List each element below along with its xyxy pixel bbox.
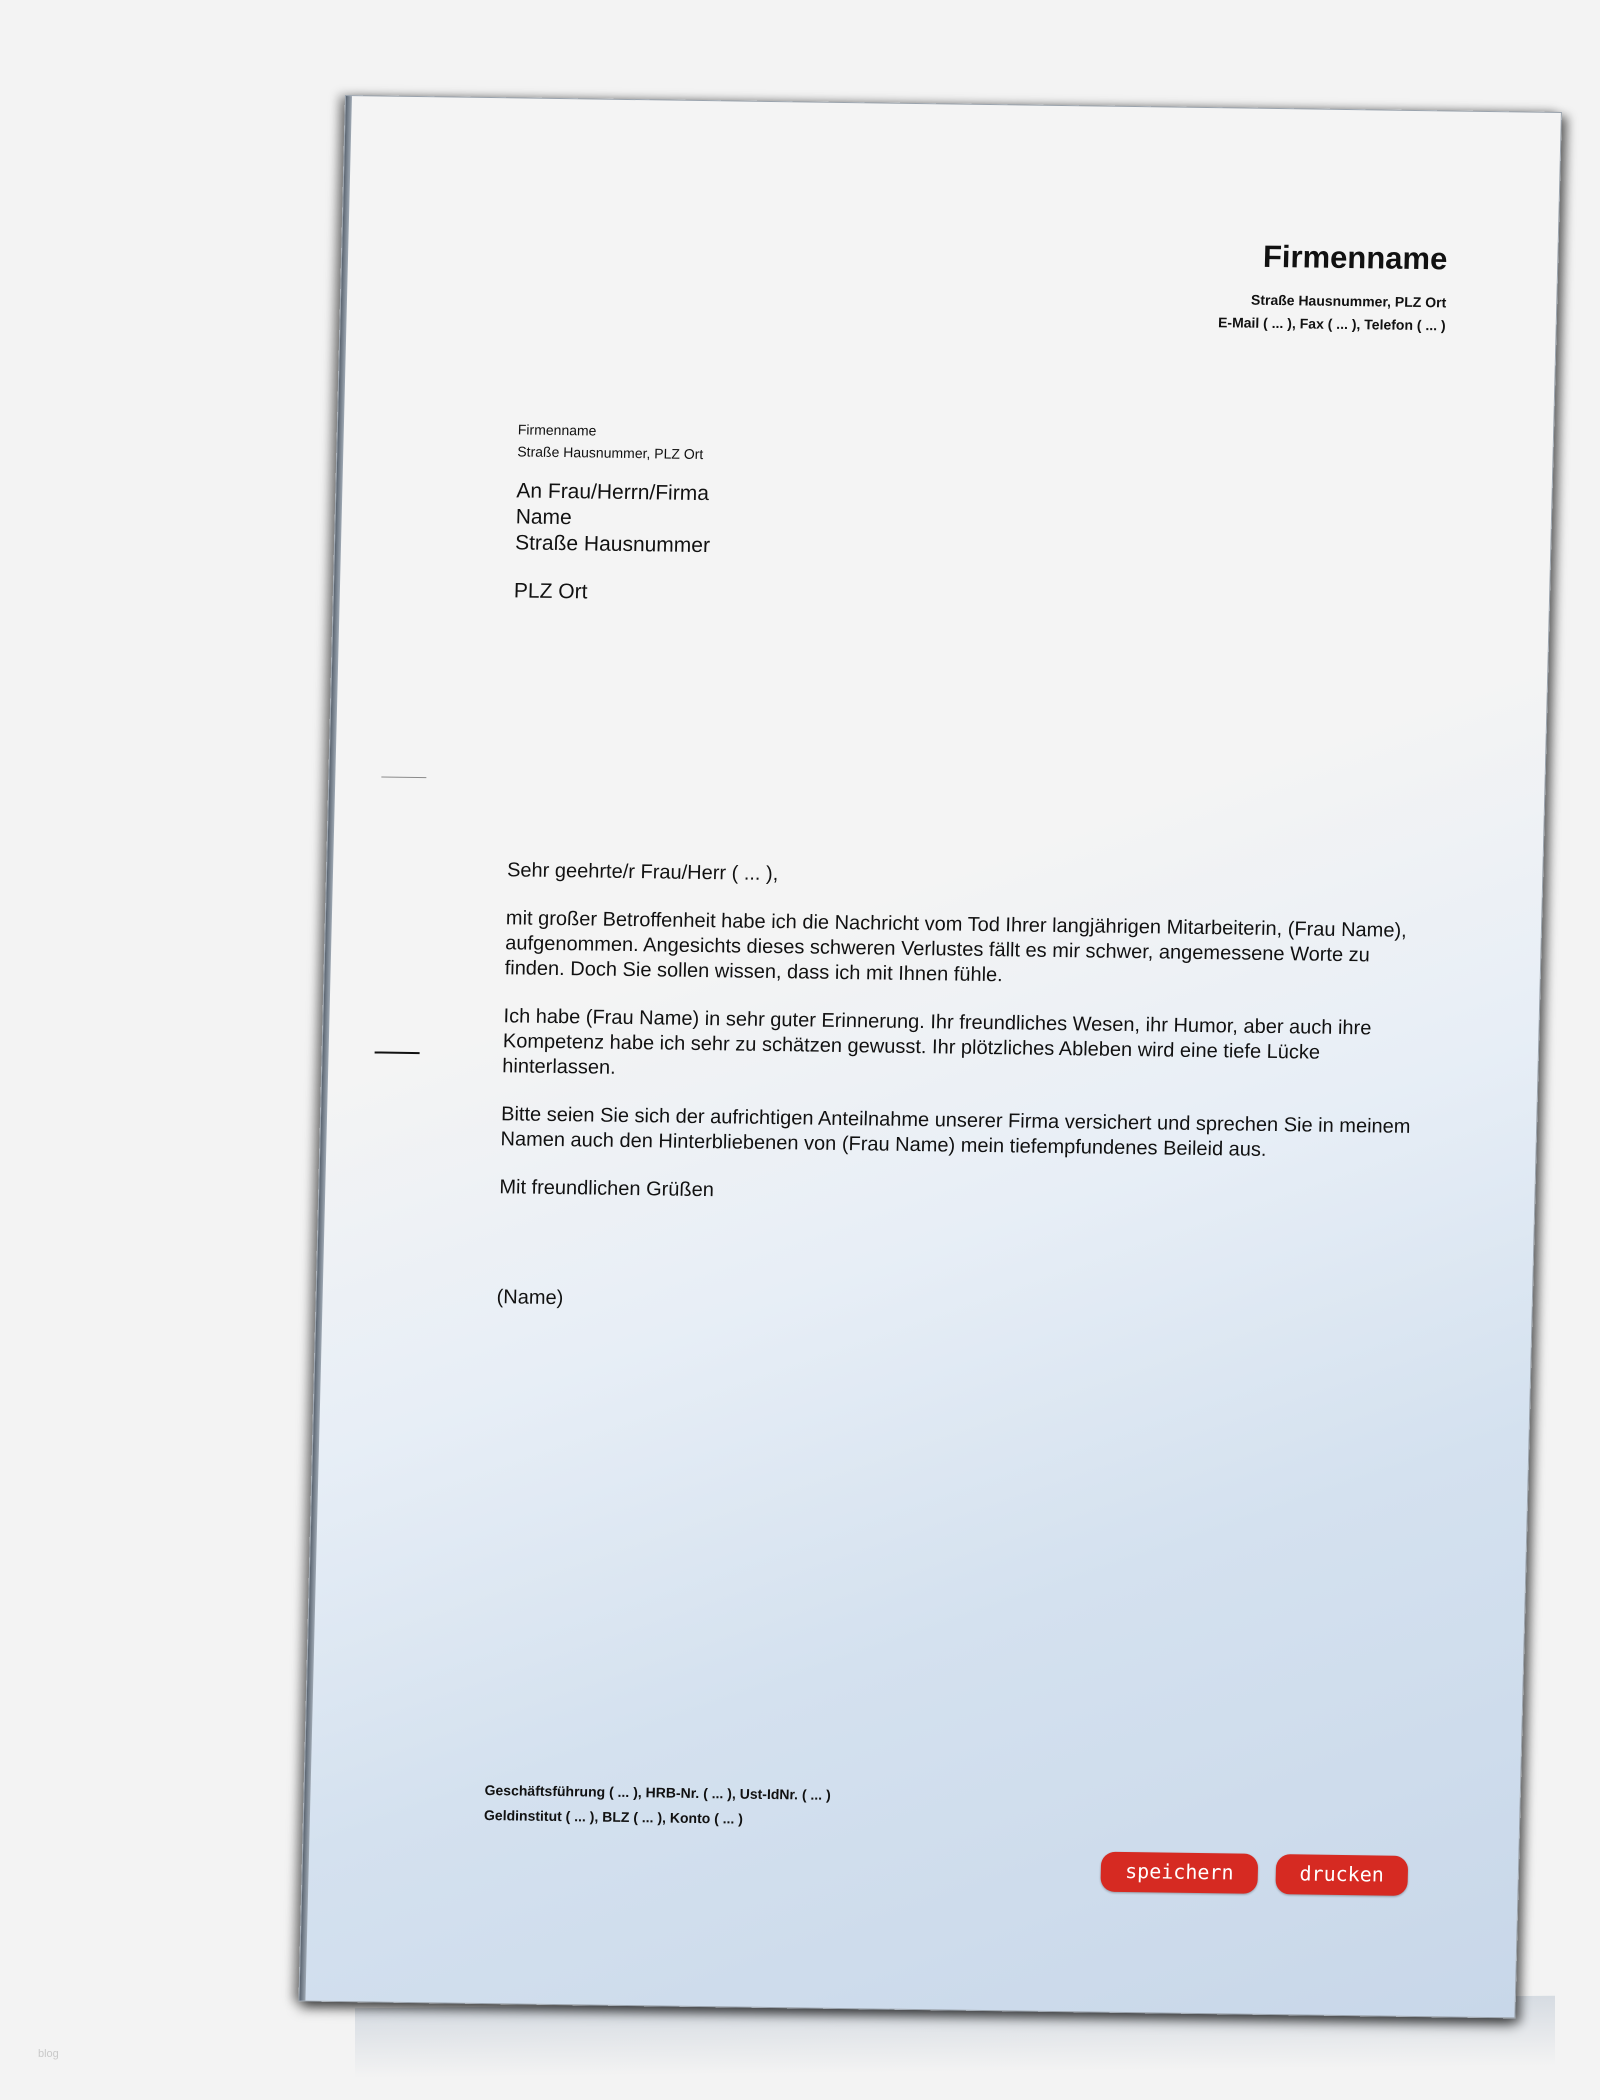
- letterhead-address: Straße Hausnummer, PLZ Ort: [1250, 291, 1447, 311]
- punch-mark: [375, 1051, 420, 1054]
- paragraph-2: Ich habe (Frau Name) in sehr guter Erinnerung. Ihr freundliches Wesen, ihr Humor, aber auch ihre Kompetenz habe ich sehr zu schätzen gewusst. Ihr plötzliches Ableben wird eine tiefe Lücke hinterlassen.: [502, 1005, 1372, 1079]
- recipient-block: [514, 478, 712, 607]
- recipient-line-1: An Frau/Herrn/Firma: [516, 479, 710, 506]
- recipient-line-2: Name: [515, 505, 573, 530]
- watermark-text: blog: [38, 2048, 59, 2060]
- recipient-line-4: PLZ Ort: [513, 579, 588, 604]
- letter-body: [496, 858, 1428, 1346]
- salutation: Sehr geehrte/r Frau/Herr ( ... ),: [506, 859, 779, 886]
- letter-footer: [484, 1778, 831, 1833]
- action-buttons: [1101, 1852, 1409, 1896]
- save-button[interactable]: speichern: [1101, 1852, 1258, 1894]
- paragraph-3: Bitte seien Sie sich der aufrichtigen Anteilnahme unserer Firma versichert und sprechen Sie in meinem Namen auch den Hinterbliebenen von (Frau Name) mein tiefempfundenes Beileid aus.: [500, 1103, 1411, 1161]
- footer-line-1: Geschäftsführung ( ... ), HRB-Nr. ( ... ), Ust-IdNr. ( ... ): [484, 1782, 831, 1803]
- sender-address: Straße Hausnummer, PLZ Ort: [517, 443, 704, 463]
- paragraph-1: mit großer Betroffenheit habe ich die Nachricht vom Tod Ihrer langjährigen Mitarbeiterin, (Frau Name), aufgenommen. Angesichts dieses schweren Verlustes fällt es mir schwer, angemessene Worte zu finden. Doch Sie sollen wissen, dass ich mit Ihnen fühle.: [504, 907, 1407, 987]
- sender-block: [517, 418, 704, 465]
- closing: Mit freundlichen Grüßen: [499, 1176, 715, 1202]
- letterhead: [1218, 238, 1448, 337]
- print-button[interactable]: drucken: [1275, 1854, 1408, 1896]
- letterhead-contact: E-Mail ( ... ), Fax ( ... ), Telefon ( ... ): [1217, 314, 1446, 334]
- recipient-line-3: Straße Hausnummer: [514, 531, 711, 558]
- signature-name: (Name): [496, 1286, 564, 1310]
- sheet-edge: [299, 96, 352, 2001]
- letter-sheet: [298, 95, 1562, 2018]
- footer-line-2: Geldinstitut ( ... ), BLZ ( ... ), Konto ( ... ): [483, 1807, 744, 1827]
- letterhead-company: Firmenname: [1262, 238, 1448, 277]
- sender-company: Firmenname: [517, 421, 597, 439]
- fold-mark: [381, 777, 426, 779]
